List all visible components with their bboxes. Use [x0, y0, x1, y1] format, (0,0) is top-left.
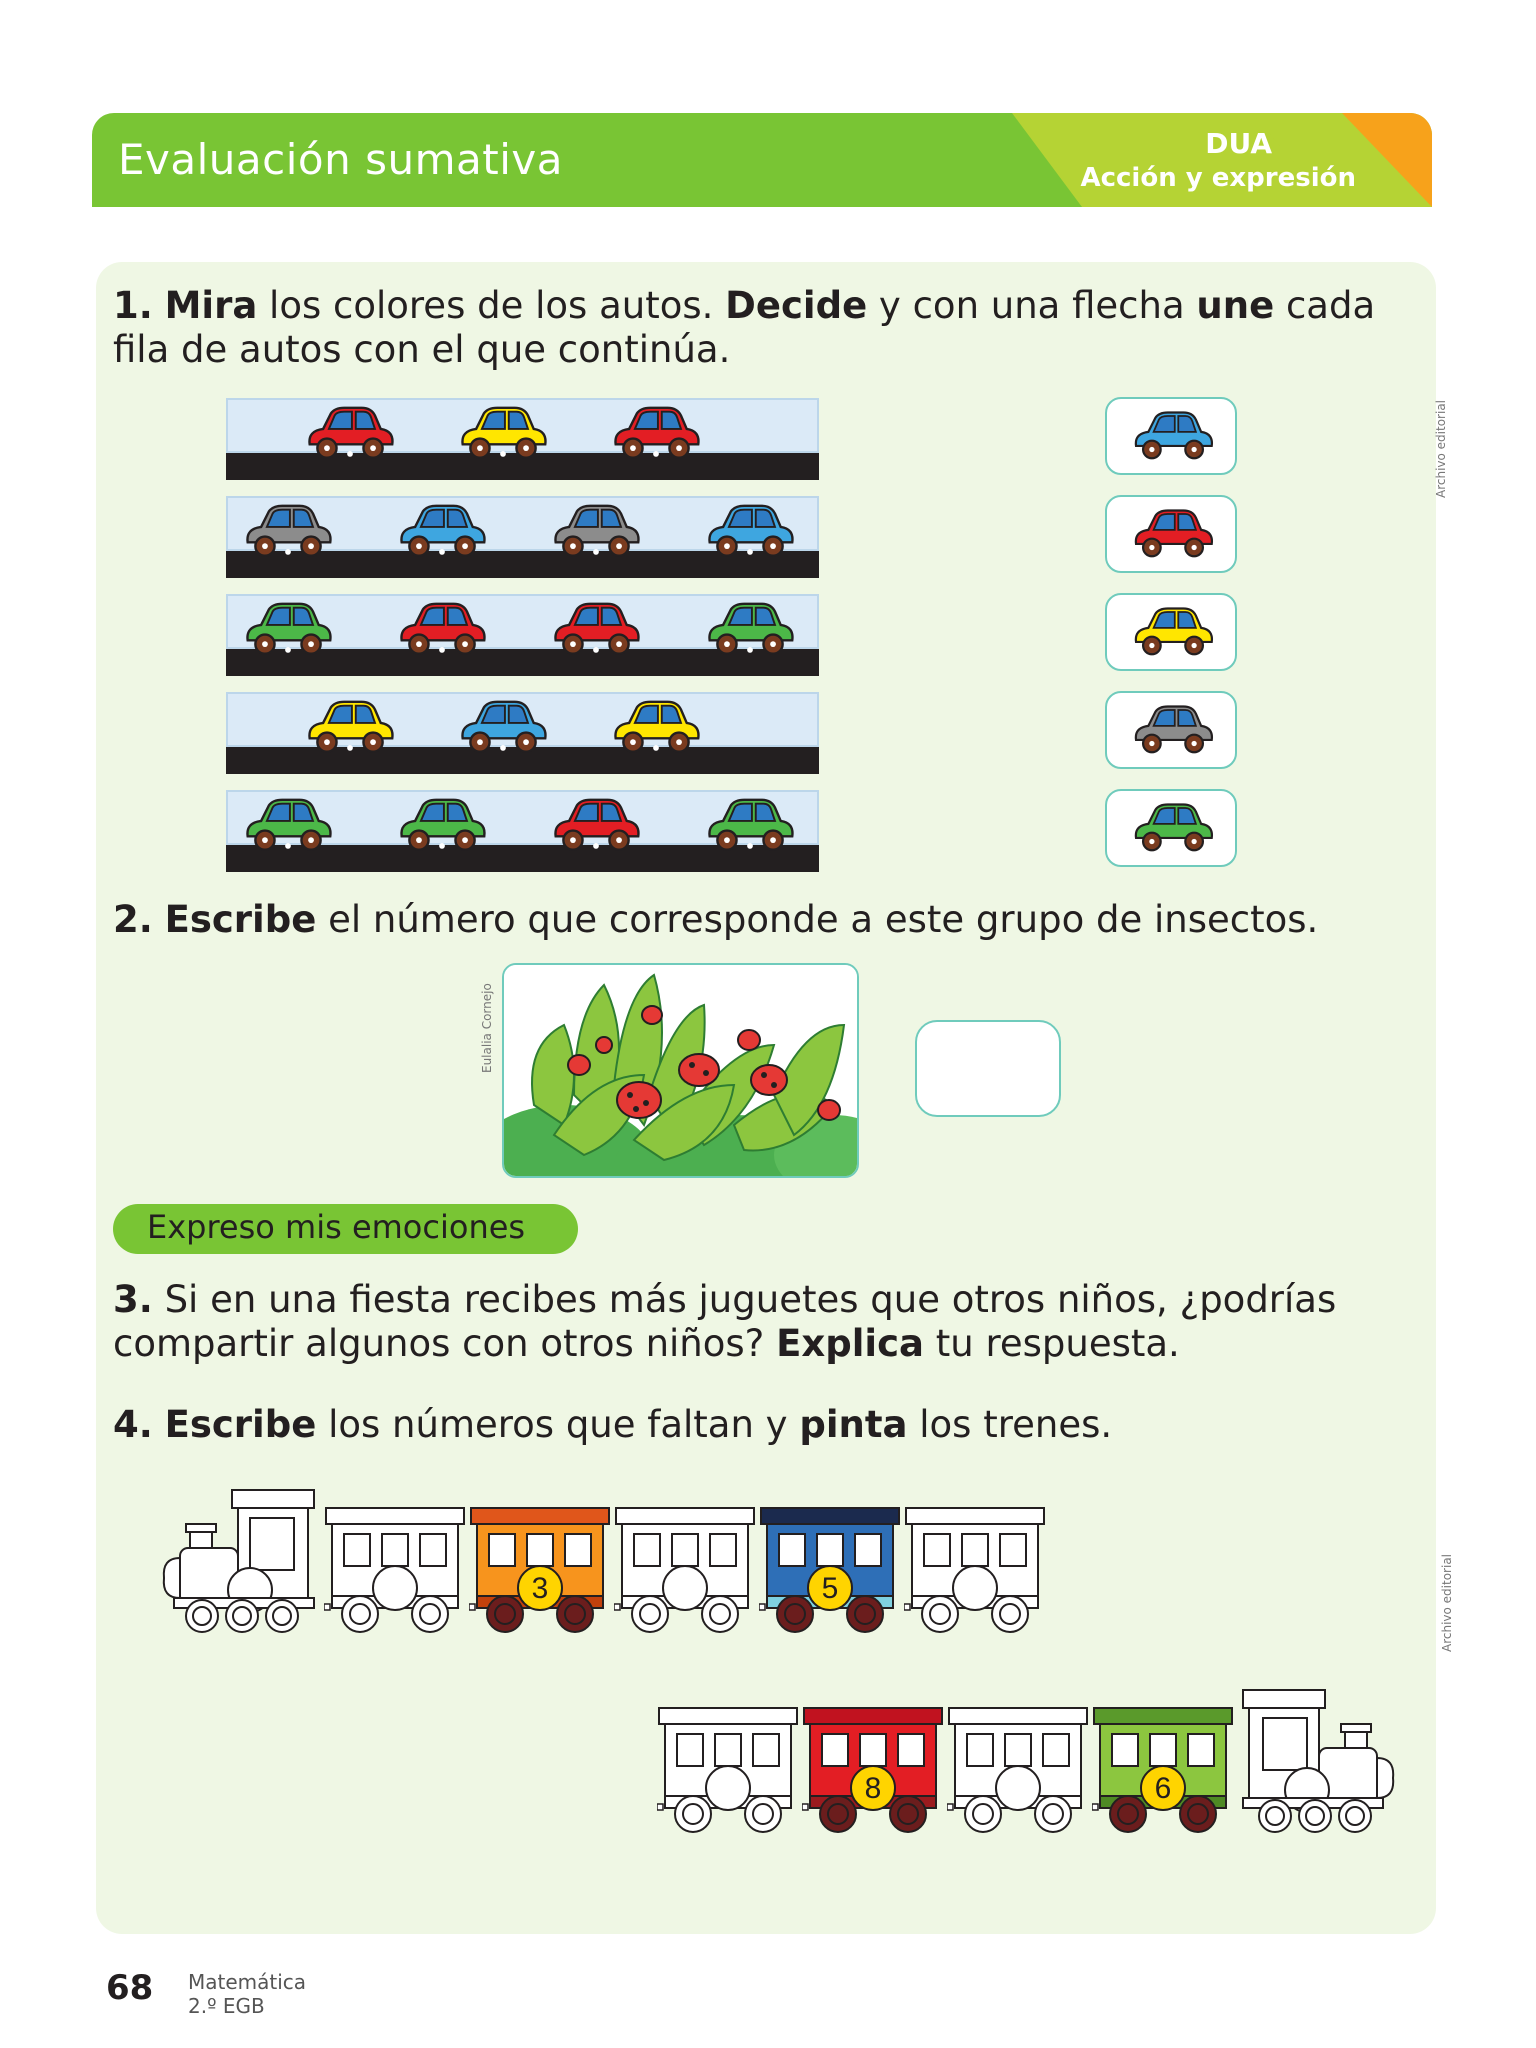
car-blue: [1129, 409, 1217, 468]
train-wagon-blank[interactable]: [947, 1688, 1089, 1842]
car-red: [1129, 507, 1217, 566]
car-red: [608, 404, 704, 468]
question-2: [113, 898, 1403, 942]
option-card-green[interactable]: [1105, 789, 1237, 867]
q4-text-2: los trenes.: [907, 1403, 1113, 1446]
car-red: [394, 600, 490, 664]
car-blue: [455, 698, 551, 762]
image-credit: Archivo editorial: [1440, 1553, 1454, 1652]
svg-text:6: 6: [1154, 1772, 1172, 1805]
option-card-red[interactable]: [1105, 495, 1237, 573]
car-yellow: [302, 698, 398, 762]
svg-text:3: 3: [531, 1572, 549, 1605]
q2-bold: Escribe: [164, 898, 317, 941]
train-wagon-8: [802, 1688, 944, 1842]
train-wagon-blank[interactable]: [614, 1488, 756, 1642]
train-wagon-blank[interactable]: [657, 1688, 799, 1842]
car-row: [226, 692, 819, 774]
question-1: [113, 284, 1403, 372]
option-card-yellow[interactable]: [1105, 593, 1237, 671]
emotions-label: Expreso mis emociones: [147, 1208, 526, 1246]
q4-bold-2: pinta: [799, 1403, 908, 1446]
question-number: 1.: [113, 284, 153, 327]
car-gray: [548, 502, 644, 566]
car-row: [226, 496, 819, 578]
page-number: 68: [106, 1968, 154, 2008]
dua-label: DUA: [1205, 127, 1272, 160]
dua-subtitle: Acción y expresión: [1080, 163, 1356, 193]
train-wagon-blank[interactable]: [904, 1488, 1046, 1642]
car-blue: [702, 502, 798, 566]
train-wagon-5: [759, 1488, 901, 1642]
car-red: [548, 600, 644, 664]
car-red: [302, 404, 398, 468]
q3-bold: Explica: [776, 1322, 924, 1365]
car-green: [702, 600, 798, 664]
q1-text-2: y con una flecha: [867, 284, 1197, 327]
car-green: [394, 796, 490, 860]
question-4: [113, 1403, 1403, 1447]
car-green: [702, 796, 798, 860]
question-number: 2.: [113, 898, 153, 941]
car-yellow: [455, 404, 551, 468]
car-yellow: [1129, 605, 1217, 664]
q1-text-1: los colores de los autos.: [257, 284, 726, 327]
answer-box[interactable]: [915, 1020, 1061, 1117]
option-card-gray[interactable]: [1105, 691, 1237, 769]
subject-label: Matemática: [188, 1970, 307, 1994]
question-3: [113, 1278, 1343, 1366]
q4-text-1: los números que faltan y: [316, 1403, 800, 1446]
image-credit: Archivo editorial: [1434, 399, 1448, 498]
q4-bold-1: Escribe: [164, 1403, 317, 1446]
q1-text-3: cada fila de autos con el que continúa.: [113, 284, 1376, 371]
car-green: [1129, 801, 1217, 860]
car-gray: [240, 502, 336, 566]
image-credit: Eulalia Cornejo: [480, 983, 494, 1073]
car-blue: [394, 502, 490, 566]
car-row: [226, 398, 819, 480]
q1-bold-2: Decide: [725, 284, 868, 327]
train-wagon-blank[interactable]: [324, 1488, 466, 1642]
car-red: [548, 796, 644, 860]
q3-text-2: tu respuesta.: [923, 1322, 1180, 1365]
car-gray: [1129, 703, 1217, 762]
question-number: 4.: [113, 1403, 153, 1446]
train-wagon-3: [469, 1488, 611, 1642]
q1-bold-1: Mira: [164, 284, 258, 327]
car-row: [226, 594, 819, 676]
section-header: [92, 113, 1432, 207]
car-green: [240, 796, 336, 860]
car-row: [226, 790, 819, 872]
page-title: Evaluación sumativa: [118, 135, 563, 184]
car-yellow: [608, 698, 704, 762]
q2-text: el número que corresponde a este grupo de insectos.: [316, 898, 1319, 941]
train-wagon-6: [1092, 1688, 1234, 1842]
train-engine: [160, 1488, 320, 1642]
ladybug-illustration: [502, 963, 859, 1178]
q3-text-1: Si en una fiesta recibes más juguetes que otros niños, ¿podrías compartir algunos con otros niños?: [113, 1278, 1337, 1365]
q1-bold-3: une: [1196, 284, 1275, 327]
train-engine: [1237, 1688, 1397, 1842]
question-number: 3.: [113, 1278, 153, 1321]
option-card-blue[interactable]: [1105, 397, 1237, 475]
svg-text:8: 8: [864, 1772, 882, 1805]
svg-text:5: 5: [821, 1572, 839, 1605]
car-green: [240, 600, 336, 664]
grade-label: 2.º EGB: [188, 1994, 265, 2018]
